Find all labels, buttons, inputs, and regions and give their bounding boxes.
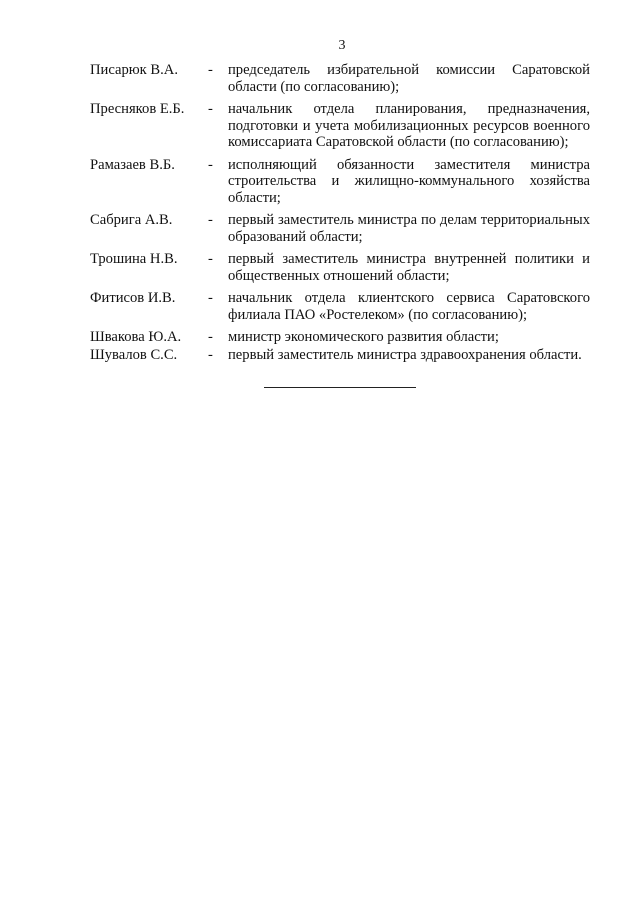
member-dash: - <box>208 346 213 363</box>
member-row <box>90 62 590 95</box>
member-name: Рамазаев В.Б. <box>90 156 175 173</box>
page-number: 3 <box>338 38 346 53</box>
member-row <box>90 101 590 151</box>
member-role: исполняющий обязанности заместителя министра строительства и жилищно-коммунального хозяйства области; <box>228 156 590 206</box>
member-name: Швакова Ю.А. <box>90 329 182 345</box>
closing-rule <box>264 387 416 388</box>
member-role: министр экономического развития области; <box>228 329 499 345</box>
member-role: первый заместитель министра здравоохранения области. <box>228 346 582 363</box>
member-name: Писарюк В.А. <box>90 62 178 78</box>
members-list <box>90 62 590 369</box>
member-row <box>90 212 590 245</box>
member-name: Пресняков Е.Б. <box>90 101 185 117</box>
member-name: Фитисов И.В. <box>90 290 176 306</box>
member-dash: - <box>208 62 213 78</box>
member-row <box>90 347 590 364</box>
member-dash: - <box>208 329 213 345</box>
member-role: первый заместитель министра по делам территориальных образований области; <box>228 212 590 245</box>
member-dash: - <box>208 251 213 267</box>
member-dash: - <box>208 101 213 117</box>
member-role: председатель избирательной комиссии Саратовской области (по согласованию); <box>228 62 590 95</box>
member-row <box>90 157 590 207</box>
member-row <box>90 251 590 284</box>
member-dash: - <box>208 156 213 173</box>
member-role: начальник отдела клиентского сервиса Саратовского филиала ПАО «Ростелеком» (по согласованию); <box>228 290 590 323</box>
member-role: первый заместитель министра внутренней политики и общественных отношений области; <box>228 251 590 284</box>
member-dash: - <box>208 212 213 228</box>
member-dash: - <box>208 290 213 306</box>
member-name: Шувалов С.С. <box>90 346 178 363</box>
member-name: Трошина Н.В. <box>90 251 178 267</box>
member-name: Сабрига А.В. <box>90 212 173 228</box>
member-row <box>90 329 590 346</box>
member-role: начальник отдела планирования, предназначения, подготовки и учета мобилизационных ресурсов военного комиссариата Саратовской области (по согласованию); <box>228 101 590 150</box>
member-row <box>90 290 590 323</box>
